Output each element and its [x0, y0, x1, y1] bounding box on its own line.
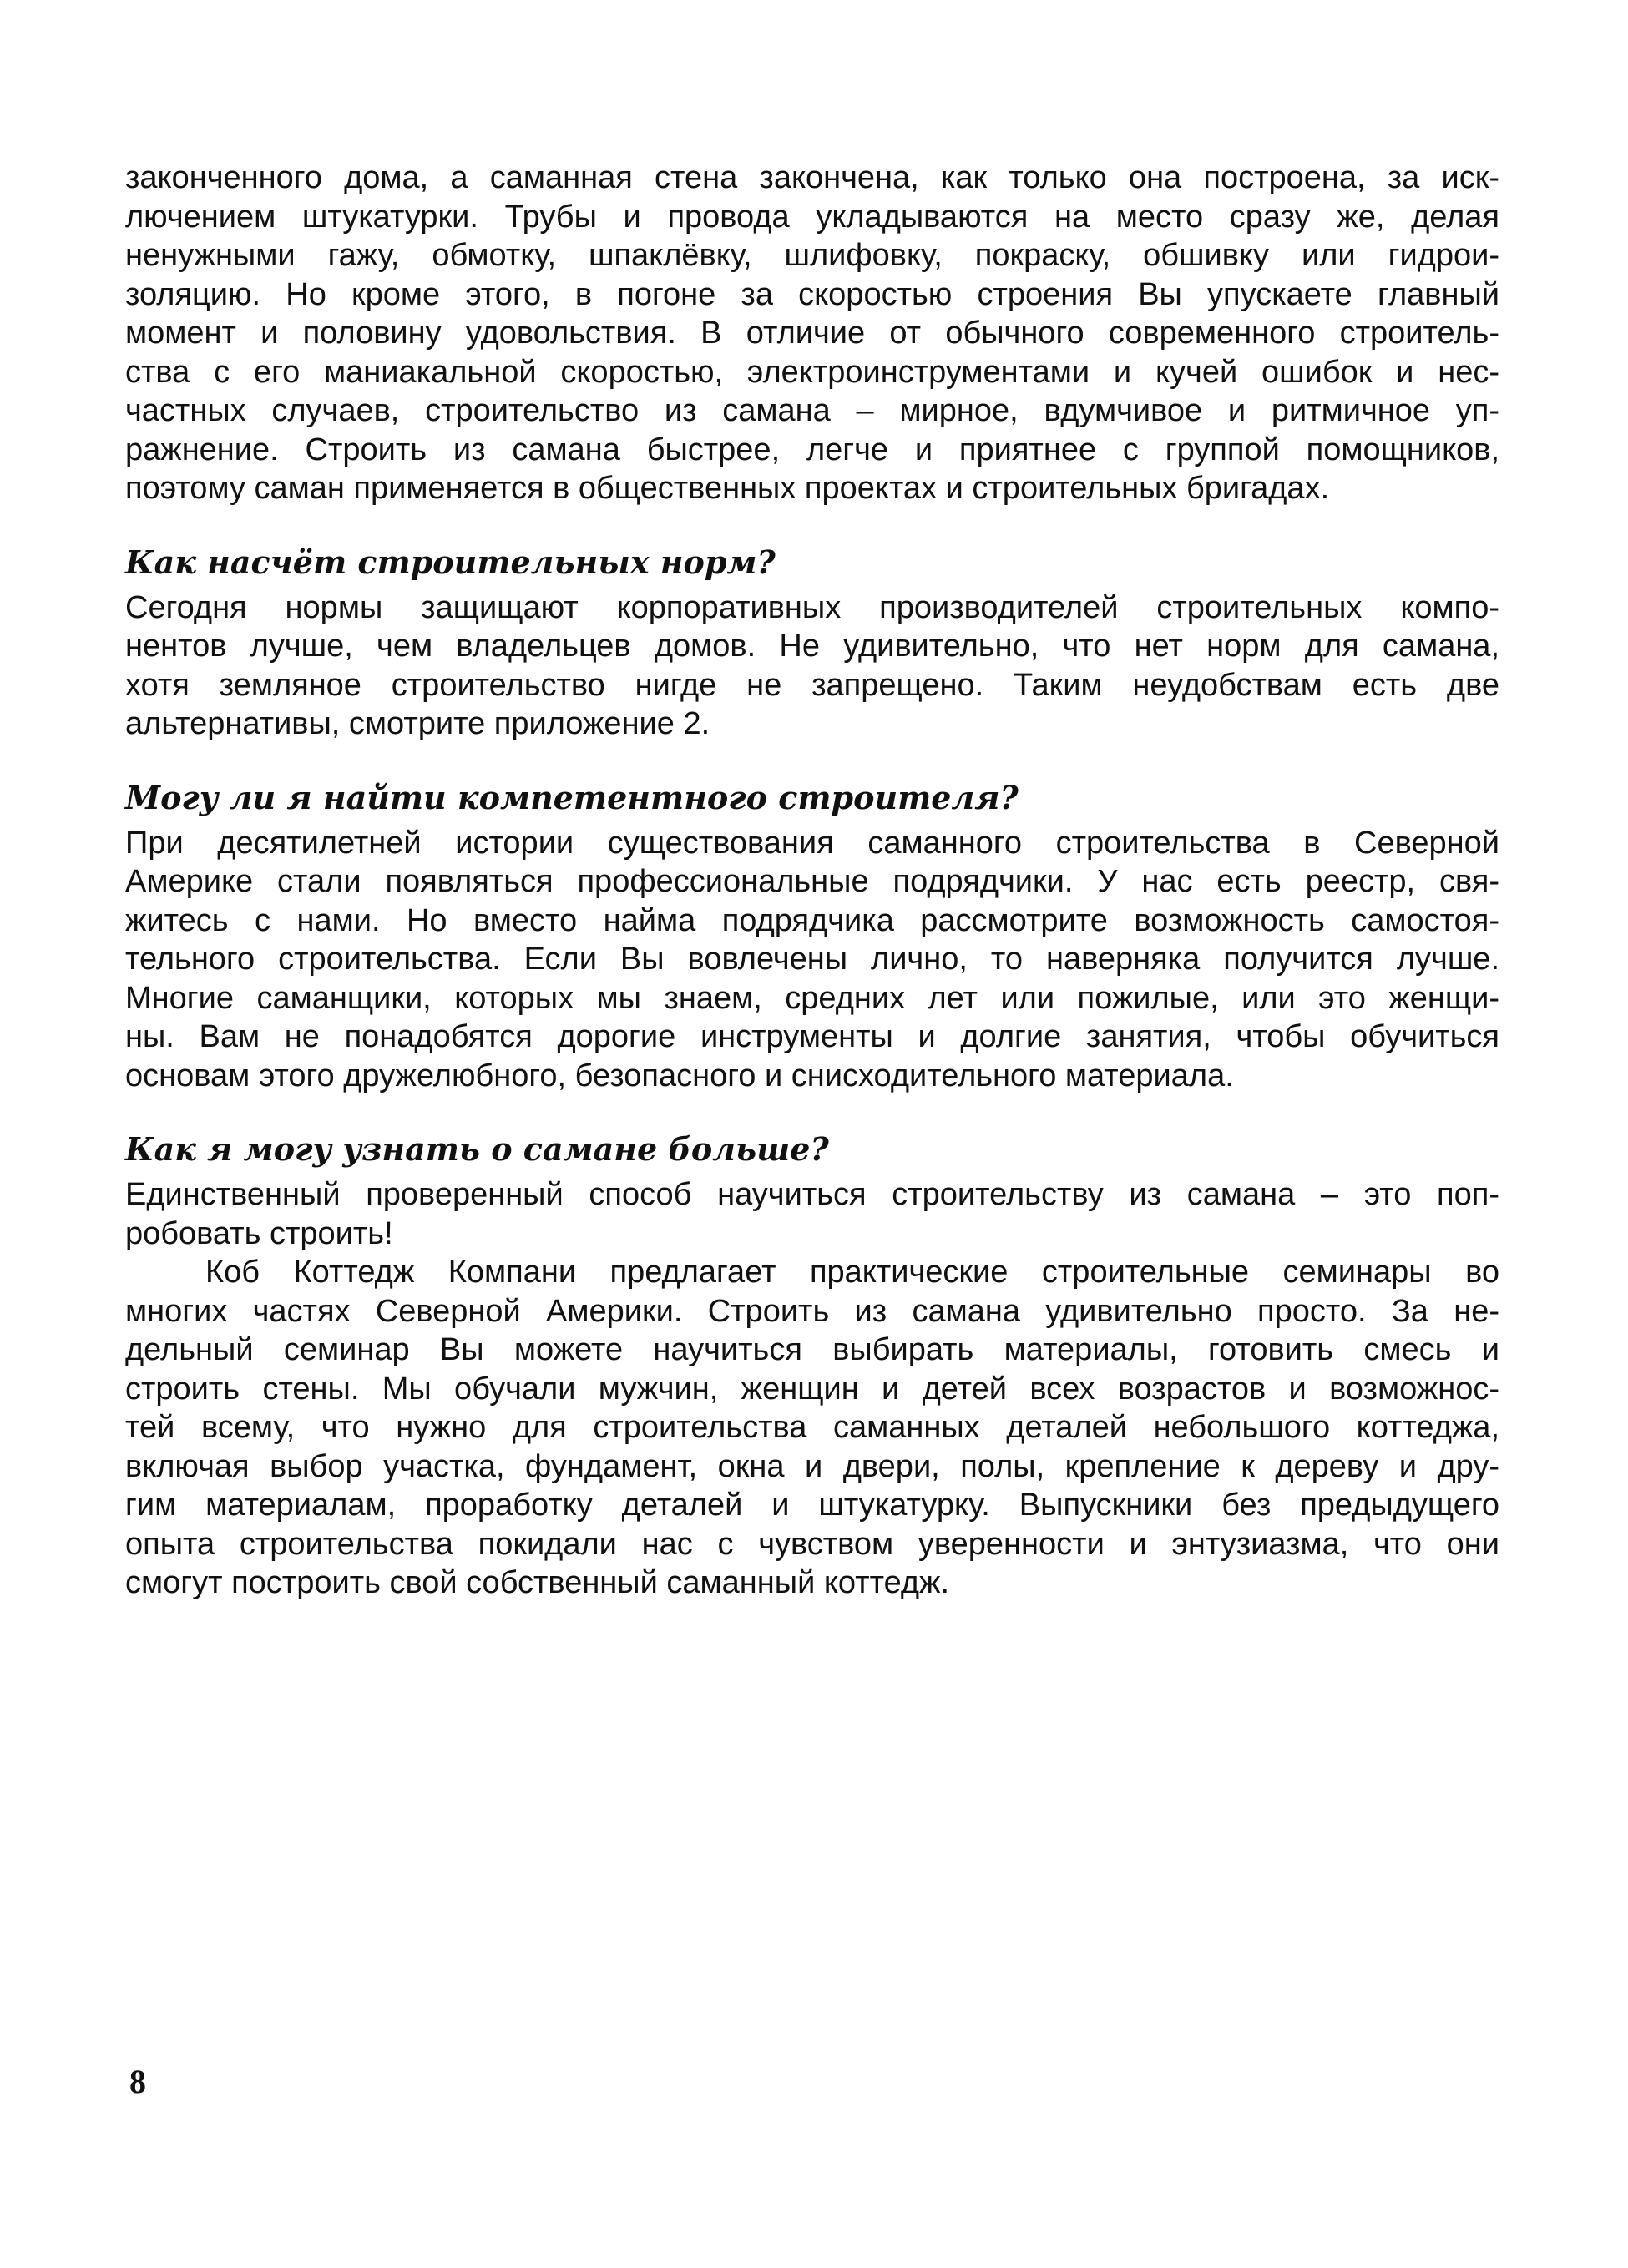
text-line: житесь с нами. Но вместо найма подрядчика рассмотрите возможность самостоя- [125, 902, 1499, 938]
text-line: ства с его маниакальной скоростью, электроинструментами и кучей ошибок и нес- [125, 354, 1499, 390]
text-line: поэтому саман применяется в общественных проектах и строительных бригадах. [125, 471, 1330, 506]
text-line: робовать строить! [125, 1215, 393, 1251]
text-line: законченного дома, а саманная стена закончена, как только она построена, за иск- [125, 160, 1499, 195]
text-line: строить стены. Мы обучали мужчин, женщин и детей всех возрастов и возможнос- [125, 1371, 1499, 1407]
text-line: При десятилетней истории существования саманного строительства в Северной [125, 825, 1499, 861]
text-line: Коб Коттедж Компани предлагает практические строительные семинары во [205, 1255, 1499, 1290]
text-line: Америке стали появляться профессиональные подрядчики. У нас есть реестр, свя- [125, 864, 1499, 899]
text-line: хотя земляное строительство нигде не запрещено. Таким неудобствам есть две [125, 667, 1499, 703]
text-line: нентов лучше, чем владельцев домов. Не удивительно, что нет норм для самана, [125, 629, 1499, 664]
text-line: включая выбор участка, фундамент, окна и двери, полы, крепление к дереву и дру- [125, 1448, 1499, 1484]
text-line: смогут построить свой собственный саманный коттедж. [125, 1565, 950, 1600]
section-heading: Могу ли я найти компетентного строителя? [125, 778, 1019, 816]
text-line: основам этого дружелюбного, безопасного и снисходительного материала. [125, 1058, 1234, 1094]
text-line: альтернативы, смотрите приложение 2. [125, 706, 710, 741]
text-line: многих частях Северной Америки. Строить из самана удивительно просто. За не- [125, 1293, 1499, 1329]
intro-paragraph [125, 159, 1499, 508]
text-line: частных случаев, строительство из самана – мирное, вдумчивое и ритмичное уп- [125, 393, 1499, 428]
text-line: тельного строительства. Если Вы вовлечены лично, то наверняка получится лучше. [125, 942, 1499, 977]
text-line: гим материалам, проработку деталей и штукатурку. Выпускники без предыдущего [125, 1488, 1499, 1523]
text-line: момент и половину удовольствия. В отличие от обычного современного строитель- [125, 316, 1499, 351]
section-find-builder [125, 779, 1499, 1096]
text-line: золяцию. Но кроме этого, в погоне за скоростью строения Вы упускаете главный [125, 276, 1499, 312]
text-line: дельный семинар Вы можете научиться выбирать материалы, готовить смесь и [125, 1332, 1499, 1367]
text-line: Единственный проверенный способ научиться строительству из самана – это поп- [125, 1177, 1499, 1212]
text-line: ны. Вам не понадобятся дорогие инструменты и долгие занятия, чтобы обучиться [125, 1019, 1499, 1054]
text-line: лючением штукатурки. Трубы и провода укладываются на место сразу же, делая [125, 199, 1499, 235]
section-building-codes [125, 543, 1499, 744]
section-heading: Как я могу узнать о самане больше? [125, 1130, 829, 1168]
page-number: 8 [129, 2063, 146, 2100]
page-body [125, 159, 1499, 1603]
text-line: Сегодня нормы защищают корпоративных производителей строительных компо- [125, 589, 1499, 625]
text-line: тей всему, что нужно для строительства саманных деталей небольшого коттеджа, [125, 1410, 1499, 1445]
section-heading: Как насчёт строительных норм? [125, 543, 776, 581]
section-learn-more [125, 1130, 1499, 1603]
text-line: ражнение. Строить из самана быстрее, легче и приятнее с группой помощников, [125, 432, 1499, 467]
text-line: ненужными гажу, обмотку, шпаклёвку, шлифовку, покраску, обшивку или гидрои- [125, 238, 1499, 273]
text-line: опыта строительства покидали нас с чувством уверенности и энтузиазма, что они [125, 1526, 1499, 1562]
text-line: Многие саманщики, которых мы знаем, средних лет или пожилые, или это женщи- [125, 980, 1499, 1016]
